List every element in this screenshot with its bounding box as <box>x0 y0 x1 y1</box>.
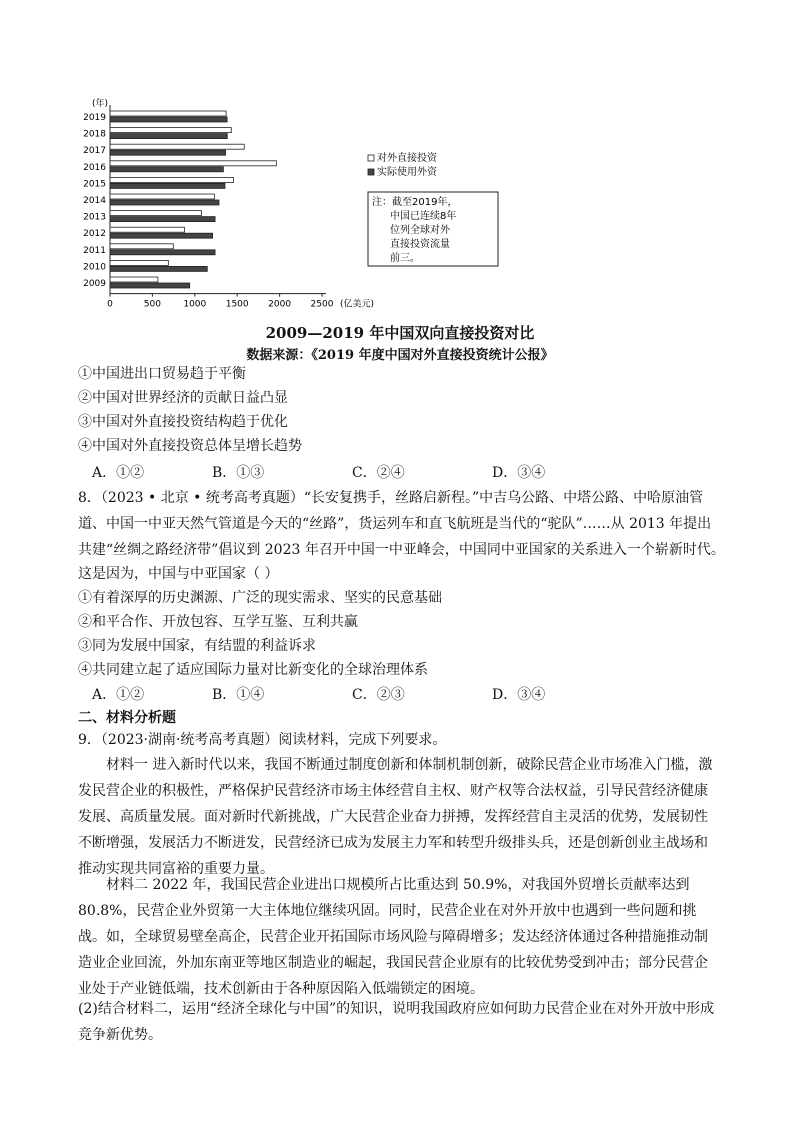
x-tick-label: 1000 <box>183 299 207 310</box>
x-tick-label: 2000 <box>268 299 292 310</box>
x-tick-label: 2500 <box>310 299 334 310</box>
bar-outward-investment <box>110 211 201 216</box>
note-line: 中国已连续8年 <box>390 211 457 222</box>
bar-actual-foreign-capital <box>110 217 215 222</box>
bar-outward-investment <box>110 144 244 149</box>
section-heading: 二、材料分析题 <box>78 710 176 726</box>
bar-actual-foreign-capital <box>110 167 223 172</box>
q8-stem-line-1: 8．（2023 • 北京 • 统考高考真题）“长安复携手，丝路启新程。”中吉乌公路、中塔公路、中哈原油管 <box>78 490 704 506</box>
q8-item-3: ③同为发展中国家，有结盟的利益诉求 <box>78 638 316 654</box>
y-tick-label: 2009 <box>83 279 106 289</box>
bar-actual-foreign-capital <box>110 183 225 188</box>
bar-outward-investment <box>110 260 168 265</box>
q9-stem: 9．（2023·湖南·统考高考真题）阅读材料，完成下列要求。 <box>78 732 447 748</box>
y-tick-label: 2010 <box>83 262 106 273</box>
bar-outward-investment <box>110 177 234 182</box>
x-unit-label: (亿美元) <box>340 299 375 310</box>
y-tick-label: 2012 <box>83 229 106 240</box>
note-line: 前三。 <box>390 253 420 264</box>
bar-actual-foreign-capital <box>110 283 190 288</box>
bar-actual-foreign-capital <box>110 266 207 271</box>
note-line: 位列全球对外 <box>390 225 450 236</box>
q8-options <box>0 684 800 704</box>
figure-source: 数据来源：《2019 年度中国对外直接投资统计公报》 <box>246 348 554 363</box>
x-tick-label: 500 <box>143 299 161 310</box>
x-tick-label: 1500 <box>225 299 249 310</box>
y-tick-label: 2016 <box>83 162 106 173</box>
q7-option-c[interactable]: C．②④ <box>352 465 405 481</box>
y-tick-label: 2015 <box>83 179 106 190</box>
bar-actual-foreign-capital <box>110 134 227 139</box>
note-line: 注：截至2019年， <box>372 197 458 208</box>
bar-actual-foreign-capital <box>110 150 226 155</box>
legend-swatch-inward <box>368 169 374 175</box>
q8-stem-line-2: 道、中国一中亚天然气管道是今天的“丝路”，货运列车和直飞航班是当代的“驼队”……从 2013 年提出 <box>78 516 712 532</box>
y-tick-label: 2013 <box>83 212 106 223</box>
legend-label-outward: 对外直接投资 <box>377 153 437 164</box>
q7-option-b[interactable]: B．①③ <box>212 465 265 481</box>
q7-item-2: ②中国对世界经济的贡献日益凸显 <box>78 390 288 406</box>
bar-outward-investment <box>110 128 231 133</box>
year-unit-label: (年) <box>92 99 109 109</box>
q8-item-4: ④共同建立起了适应国际力量对比新变化的全球治理体系 <box>78 662 428 678</box>
investment-bar-chart <box>80 95 640 317</box>
q7-option-d[interactable]: D．③④ <box>492 465 546 481</box>
y-tick-label: 2014 <box>83 196 106 206</box>
q8-option-a[interactable]: A．①② <box>92 687 145 703</box>
q7-item-4: ④中国对外直接投资总体呈增长趋势 <box>78 438 302 454</box>
bar-outward-investment <box>110 111 226 116</box>
q7-option-a[interactable]: A．①② <box>92 465 145 481</box>
figure-title: 2009—2019 年中国双向直接投资对比 <box>265 324 535 342</box>
q8-option-c[interactable]: C．②③ <box>352 687 405 703</box>
legend-label-inward: 实际使用外资 <box>377 167 437 178</box>
bar-actual-foreign-capital <box>110 117 227 122</box>
y-tick-label: 2018 <box>83 129 106 140</box>
x-tick-label: 0 <box>107 299 113 310</box>
material-two: 材料二 2022 年，我国民营企业进出口规模所占比重达到 50.9%，对我国外贸增长贡献率达到 80.8%，民营企业外贸第一大主体地位继续巩固。同时，民营企业在对外开放中也遇到一些问题和挑战。如，全球贸易壁垒高企，民营企业开拓国际市场风险与障碍增多；发达经济体通过各种措施推动制造业企业回流，外加东南亚等地区制造业的崛起，我国民营企业原有的比较优势受到冲击；部分民营企业处于产业链低端，技术创新由于各种原因陷入低端锁定的困境。 <box>78 877 708 997</box>
legend-swatch-outward <box>368 155 374 161</box>
q8-option-b[interactable]: B．①④ <box>212 687 265 703</box>
bar-outward-investment <box>110 194 214 199</box>
q8-stem-line-3: 共建“丝绸之路经济带”倡议到 2023 年召开中国一中亚峰会，中国同中亚国家的关系进入一个崭新时代。 <box>78 542 725 558</box>
note-line: 直接投资流量 <box>390 239 450 250</box>
bar-outward-investment <box>110 244 173 249</box>
y-tick-label: 2019 <box>83 113 106 123</box>
bar-outward-investment <box>110 161 276 166</box>
q8-stem-line-4: 这是因为，中国与中亚国家（ ） <box>78 566 279 582</box>
q7-options <box>0 462 800 482</box>
q7-item-3: ③中国对外直接投资结构趋于优化 <box>78 414 288 430</box>
y-tick-label: 2011 <box>83 245 106 256</box>
material-one: 材料一 进入新时代以来，我国不断通过制度创新和体制机制创新，破除民营企业市场准入门槛，激发民营企业的积极性，严格保护民营经济市场主体经营自主权、财产权等合法权益，引导民营经济健康发展、高质量发展。面对新时代新挑战，广大民营企业奋力拼搏，发挥经营自主灵活的优势，发展韧性不断增强，发展活力不断迸发，民营经济已成为发展主力军和转型升级排头兵，还是创新创业主战场和推动实现共同富裕的重要力量。 <box>78 757 713 877</box>
q8-item-1: ①有着深厚的历史渊源、广泛的现实需求、坚实的民意基础 <box>78 590 442 606</box>
bar-actual-foreign-capital <box>110 250 215 255</box>
bar-actual-foreign-capital <box>110 233 213 238</box>
bar-outward-investment <box>110 277 158 282</box>
q7-item-1: ①中国进出口贸易趋于平衡 <box>78 366 246 382</box>
q9-subquestion-2: (2)结合材料二，运用“经济全球化与中国”的知识，说明我国政府应如何助力民营企业在对外开放中形成竞争新优势。 <box>78 1001 715 1043</box>
q8-item-2: ②和平合作、开放包容、互学互鉴、互利共赢 <box>78 614 358 630</box>
bar-outward-investment <box>110 227 184 232</box>
q8-option-d[interactable]: D．③④ <box>492 687 546 703</box>
y-tick-label: 2017 <box>83 146 106 157</box>
bar-actual-foreign-capital <box>110 200 219 205</box>
